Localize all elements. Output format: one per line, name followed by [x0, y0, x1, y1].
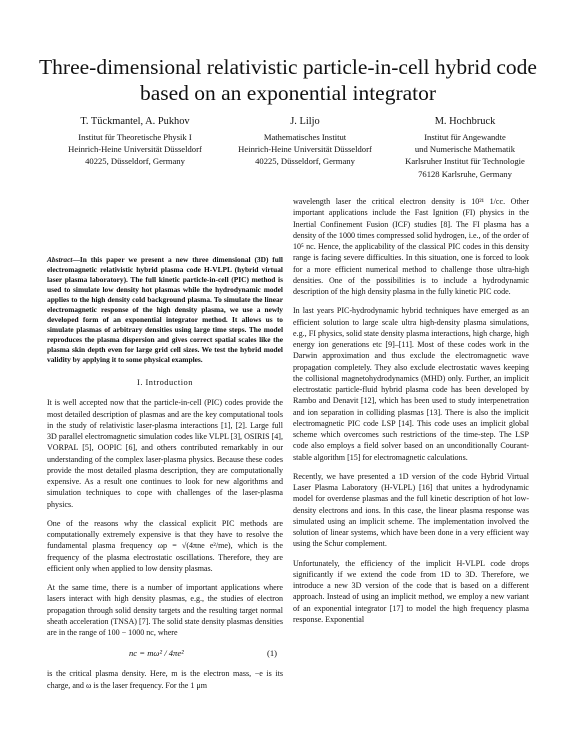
body-paragraph: It is well accepted now that the particle-in-cell (PIC) codes provide the most detailed description of plasmas and are the key computational tools in the study of relativistic laser-plasma interactions [1], [2]. Large full 3D parallel electromagnetic simulation codes like VLPL [3], OSIRIS [4], VORPAL [5], OOPIC [6], and others contributed remarkably in our understanding of the complex laser-plasma physics. Because these codes provide the most detailed plasma description, they are computationally expensive. As a result one continues to look for new algorithms and simulation techniques to cope with challenges of the laser-plasma physics. — [47, 398, 283, 509]
equation-number: (1) — [266, 648, 277, 659]
affiliation-line: Heinrich-Heine Universität Düsseldorf — [68, 144, 202, 155]
affiliation-line: und Numerische Mathematik — [414, 144, 516, 155]
affiliation-line: Institut für Theoretische Physik I — [78, 132, 192, 142]
abstract-text: —In this paper we present a new three dimensional (3D) full electromagnetic relativistic hybrid plasma code H-VLPL (hybrid virtual laser plasma laboratory). The full kinetic particle-in-cell (PIC) method is used to simulate low density hot plasmas while the hydrodynamic model applies to the high density cold background plasma. To simulate the linear electromagnetic response of the high density plasma, we use a newly developed form of an exponential integrator method. It allows us to simulate plasmas of arbitrary densities using large time steps. The model reproduces the plasma dispersion and gives correct spatial scales like the plasma skin depth even for large grid cell sizes. We test the hybrid model validity by applying it to some physical examples. — [47, 255, 283, 364]
body-paragraph: is the critical plasma density. Here, m is the electron mass, −e is its charge, and ω is the laser frequency. For the 1 μm — [47, 669, 283, 690]
affiliation-line: 40225, Düsseldorf, Germany — [255, 156, 355, 167]
body-paragraph: At the same time, there is a number of important applications where lasers interact with high density plasmas, e.g., the studies of electron propagation through solid density targets and the resulting target normal sheath acceleration (TNSA) [7]. The solid state density plasmas densities are in the range of 100 − 1000 nc, where — [47, 583, 283, 637]
abstract-label: Abstract — [47, 255, 73, 264]
affiliation-line: Karlsruher Institut für Technologie — [405, 156, 525, 167]
left-column — [47, 255, 283, 699]
body-paragraph: wavelength laser the critical electron density is 10²¹ 1/cc. Other important applications include the Fast Ignition (FI) physics in the Inertial Confinement Fusion (ICF) studies [8]. The FI plasma has a density of the 1000 times compressed solid hydrogen, i.e., of the order of 10⁵ nc. Hence, the applicability of the classical PIC codes in this density range is facing severe difficulties. In this situation, one is forced to look for a more efficient numerical method to challenge those ultra-high densities. One of the possibilities is to include a hydrodynamic description of the high density plasma in the fully kinetic PIC code. — [293, 197, 529, 296]
author-name: J. Liljo — [290, 116, 320, 127]
body-paragraph: Recently, we have presented a 1D version of the code Hybrid Virtual Laser Plasma Laboratory (H-VLPL) [16] that unites a hydrodynamic model for overdense plasmas and the full kinetic description of hot low-density electrons and ions. In this case, the linear plasma response was simulated using an implicit scheme. The implementation involved the solution of linear systems, which have been done in a very efficient way using the Schur complement. — [293, 471, 529, 549]
author-group-2 — [210, 114, 400, 168]
author-group-3 — [380, 114, 550, 180]
affiliation-line: 40225, Düsseldorf, Germany — [85, 156, 185, 167]
body-paragraph: In last years PIC-hydrodynamic hybrid techniques have emerged as an efficient solution to large scale ultra high-density plasma simulations, e.g., FI physics, solid state density plasma interactions, high charge, high energy ion generations etc [9]–[11]. Most of these codes work in the Darwin approximation and thus exclude the electromagnetic wave propagation completely. They also exclude electrostatic waves keeping the collisional magnetohydrodynamics (MHD) only. Further, an implicit electrostatic particle-fluid hybrid plasma code has been developed by Rambo and Denavit [12], which has been used to study interpenetration and ion separation in colliding plasmas [13]. There is also the implicit electromagnetic PIC code LSP [14]. This code uses an implicit global scheme which overcomes such restrictions of the time-step. The LSP code also employs a field solver based on an unconditionally Courant-stable algorithm [15] for electromagnetic calculations. — [293, 306, 529, 462]
equation-body: nc = mω² / 4πe² — [129, 648, 184, 659]
author-name: M. Hochbruck — [434, 116, 496, 127]
author-name: T. Tückmantel, A. Pukhov — [80, 116, 190, 127]
abstract — [47, 255, 283, 365]
section-heading: I. Introduction — [137, 378, 193, 387]
author-group-1 — [40, 114, 230, 168]
body-paragraph: Unfortunately, the efficiency of the implicit H-VLPL code drops significantly if we extend the code from 1D to 3D. Therefore, we introduce a new 3D version of the code that is based on a different approach. Instead of using an implicit method, we employ a new variant of an exponential integrator [17] to model the high frequency plasma response. Exponential — [293, 558, 529, 624]
affiliation-line: Heinrich-Heine Universität Düsseldorf — [238, 144, 372, 155]
affiliation-line: Institut für Angewandte — [424, 132, 506, 142]
equation — [47, 646, 283, 662]
paper-title: Three-dimensional relativistic particle-in-cell hybrid code based on an exponential integrator — [39, 55, 537, 105]
affiliation-line: Mathematisches Institut — [263, 132, 347, 142]
body-paragraph: One of the reasons why the classical explicit PIC methods are computationally extremely expensive is that they have to resolve the fundamental plasma frequency ωp = √(4πne e²/me), which is the frequency of the plasma electrostatic oscillations. Therefore, they are efficient only when applied to low density plasmas. — [47, 518, 283, 573]
affiliation-line: 76128 Karlsruhe, Germany — [418, 168, 512, 179]
right-column — [293, 196, 529, 633]
